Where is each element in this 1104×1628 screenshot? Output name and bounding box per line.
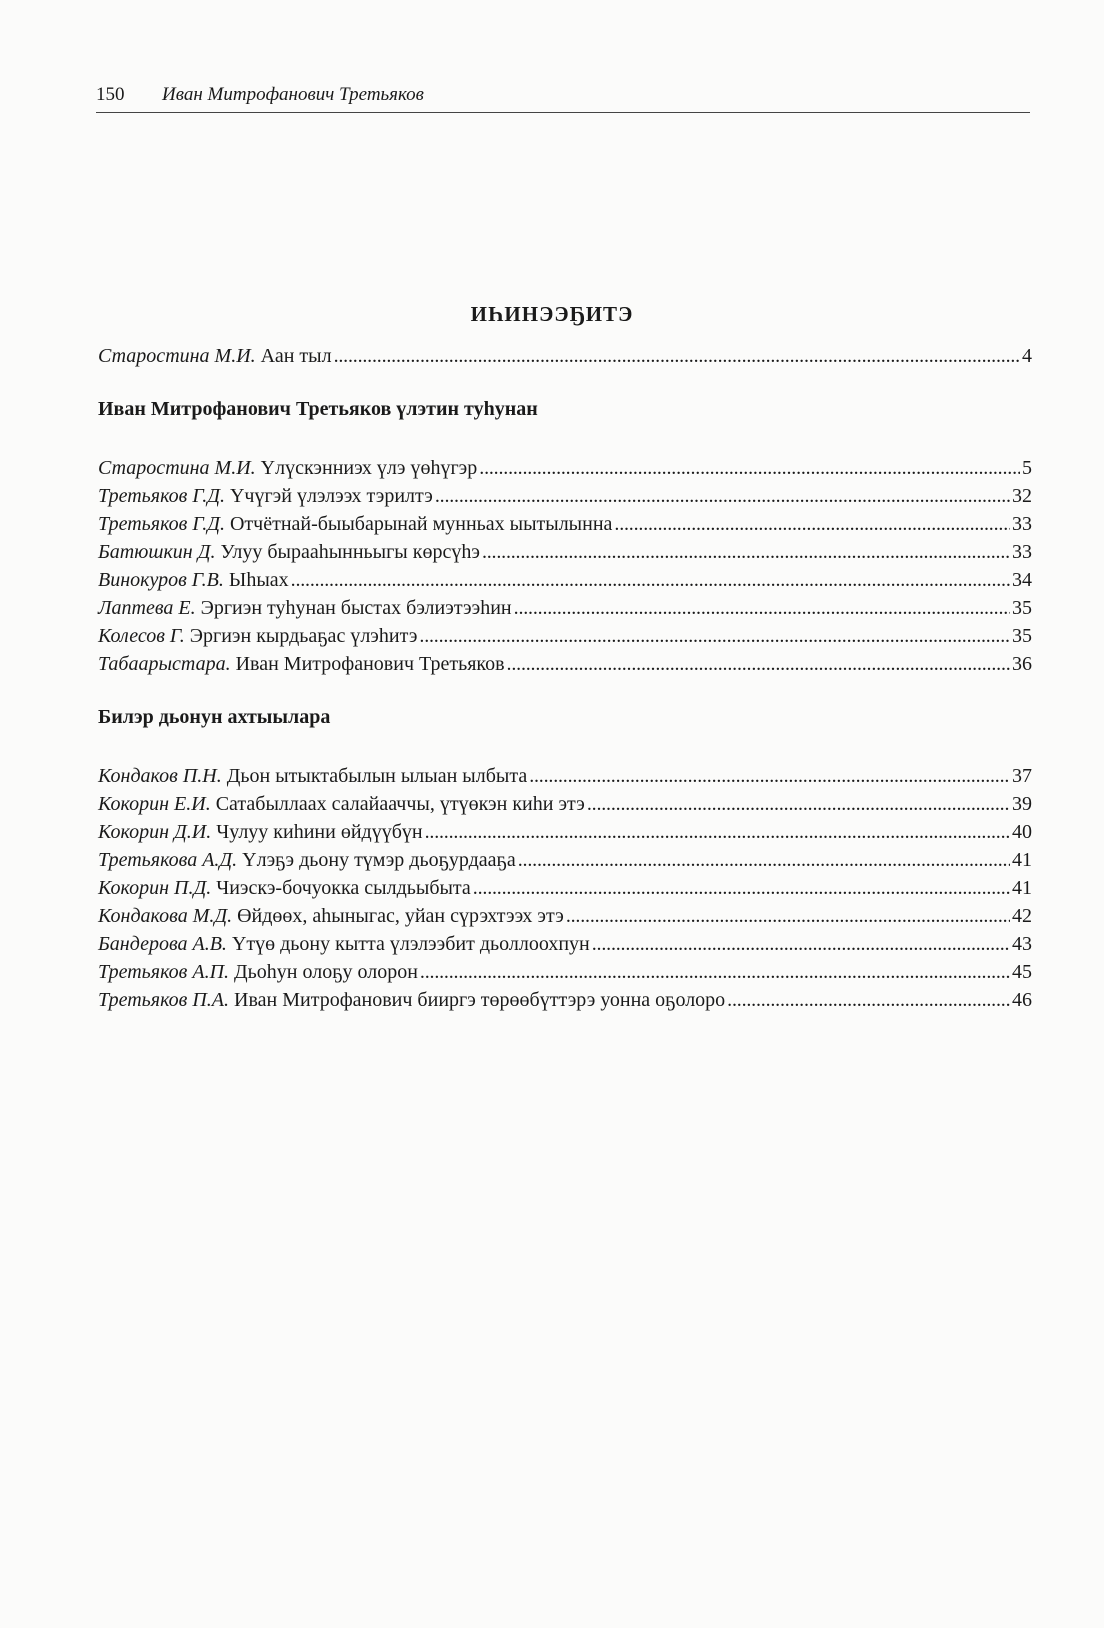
entry-page: 35 xyxy=(1012,625,1032,647)
section-heading: Иван Митрофанович Третьяков үлэтин туһунан xyxy=(98,398,538,420)
entry-author: Табаарыстара. xyxy=(98,653,231,675)
entry-author: Старостина М.И. xyxy=(98,457,256,479)
toc-entry xyxy=(98,454,1032,482)
toc-entry xyxy=(98,818,1032,846)
toc-entry xyxy=(98,510,1032,538)
dot-leader xyxy=(514,594,1010,622)
entry-author: Лаптева Е. xyxy=(98,597,196,619)
toc-entry xyxy=(98,790,1032,818)
entry-author: Батюшкин Д. xyxy=(98,541,216,563)
entry-page: 33 xyxy=(1012,513,1032,535)
running-head: Иван Митрофанович Третьяков xyxy=(162,84,424,105)
toc-entry xyxy=(98,594,1032,622)
entry-page: 41 xyxy=(1012,849,1032,871)
entry-page: 34 xyxy=(1012,569,1032,591)
toc-entry xyxy=(98,986,1032,1014)
toc-entry xyxy=(98,902,1032,930)
entry-title: Үлэҕэ дьону түмэр дьоҕурдааҕа xyxy=(242,849,516,871)
entry-author: Кокорин П.Д. xyxy=(98,877,212,899)
entry-author: Кокорин Е.И. xyxy=(98,793,211,815)
dot-leader xyxy=(566,902,1010,930)
toc-entry xyxy=(98,538,1032,566)
entry-author: Кондаков П.Н. xyxy=(98,765,222,787)
entry-title: Дьон ытыктабылын ылыан ылбыта xyxy=(226,765,528,787)
entry-page: 45 xyxy=(1012,961,1032,983)
dot-leader xyxy=(419,622,1010,650)
entry-title: Аан тыл xyxy=(260,345,332,367)
entry-title: Эргиэн туһунан быстах бэлиэтээһин xyxy=(200,597,512,619)
entry-page: 46 xyxy=(1012,989,1032,1011)
dot-leader xyxy=(482,538,1010,566)
running-header xyxy=(96,84,1030,113)
entry-page: 5 xyxy=(1022,457,1032,479)
entry-page: 43 xyxy=(1012,933,1032,955)
entry-title: Эргиэн кырдьаҕас үлэһитэ xyxy=(189,625,418,647)
toc-entry xyxy=(98,622,1032,650)
toc-title: ИҺИНЭЭҔИТЭ xyxy=(470,302,634,326)
section-heading: Билэр дьонун ахтыылара xyxy=(98,706,331,728)
entry-title: Сатабыллаах салайааччы, үтүөкэн киһи этэ xyxy=(215,793,585,815)
dot-leader xyxy=(587,790,1010,818)
dot-leader xyxy=(529,762,1010,790)
entry-title: Иван Митрофанович Третьяков xyxy=(235,653,505,675)
entry-title: Улуу бырааһынньыгы көрсүһэ xyxy=(220,541,480,563)
entry-page: 35 xyxy=(1012,597,1032,619)
entry-author: Винокуров Г.В. xyxy=(98,569,224,591)
entry-page: 40 xyxy=(1012,821,1032,843)
entry-author: Третьякова А.Д. xyxy=(98,849,238,871)
dot-leader xyxy=(425,818,1010,846)
toc-entry xyxy=(98,958,1032,986)
dot-leader xyxy=(727,986,1010,1014)
toc-entry xyxy=(98,342,1032,370)
dot-leader xyxy=(334,342,1020,370)
entry-author: Кокорин Д.И. xyxy=(98,821,212,843)
entry-author: Третьяков П.А. xyxy=(98,989,230,1011)
entry-page: 32 xyxy=(1012,485,1032,507)
entry-page: 42 xyxy=(1012,905,1032,927)
toc-entry xyxy=(98,874,1032,902)
dot-leader xyxy=(435,482,1010,510)
dot-leader xyxy=(420,958,1010,986)
entry-title: Үтүө дьону кытта үлэлээбит дьоллоохпун xyxy=(231,933,590,955)
entry-page: 37 xyxy=(1012,765,1032,787)
entry-author: Колесов Г. xyxy=(98,625,185,647)
dot-leader xyxy=(507,650,1010,678)
entry-title: Өйдөөх, аһыныгас, уйан сүрэхтээх этэ xyxy=(237,905,564,927)
toc-entry xyxy=(98,846,1032,874)
entry-title: Чиэскэ-бочуокка сылдьыбыта xyxy=(216,877,471,899)
entry-page: 4 xyxy=(1022,345,1032,367)
entry-page: 41 xyxy=(1012,877,1032,899)
entry-title: Иван Митрофанович бииргэ төрөөбүттэрэ уонна оҕолоро xyxy=(234,989,726,1011)
entry-title: Ыһыах xyxy=(228,569,289,591)
entry-author: Третьяков Г.Д. xyxy=(98,513,225,535)
page-number: 150 xyxy=(96,84,125,105)
dot-leader xyxy=(614,510,1010,538)
entry-author: Третьяков А.П. xyxy=(98,961,230,983)
entry-title: Отчётнай-быыбарынай мунньах ыытылынна xyxy=(229,513,613,535)
toc-entry xyxy=(98,566,1032,594)
dot-leader xyxy=(479,454,1020,482)
toc-entry xyxy=(98,650,1032,678)
entry-title: Үлүскэнниэх үлэ үөһүгэр xyxy=(260,457,478,479)
entry-title: Үчүгэй үлэлээх тэрилтэ xyxy=(229,485,433,507)
entry-page: 36 xyxy=(1012,653,1032,675)
entry-author: Старостина М.И. xyxy=(98,345,256,367)
dot-leader xyxy=(518,846,1010,874)
entry-page: 39 xyxy=(1012,793,1032,815)
toc-entry xyxy=(98,930,1032,958)
entry-page: 33 xyxy=(1012,541,1032,563)
toc-entry xyxy=(98,482,1032,510)
entry-author: Третьяков Г.Д. xyxy=(98,485,225,507)
dot-leader xyxy=(473,874,1010,902)
toc-entry xyxy=(98,762,1032,790)
entry-title: Дьоһун олоҕу олорон xyxy=(234,961,418,983)
entry-author: Бандерова А.В. xyxy=(98,933,227,955)
entry-title: Чулуу киһини өйдүүбүн xyxy=(216,821,423,843)
dot-leader xyxy=(592,930,1010,958)
entry-author: Кондакова М.Д. xyxy=(98,905,233,927)
dot-leader xyxy=(291,566,1010,594)
